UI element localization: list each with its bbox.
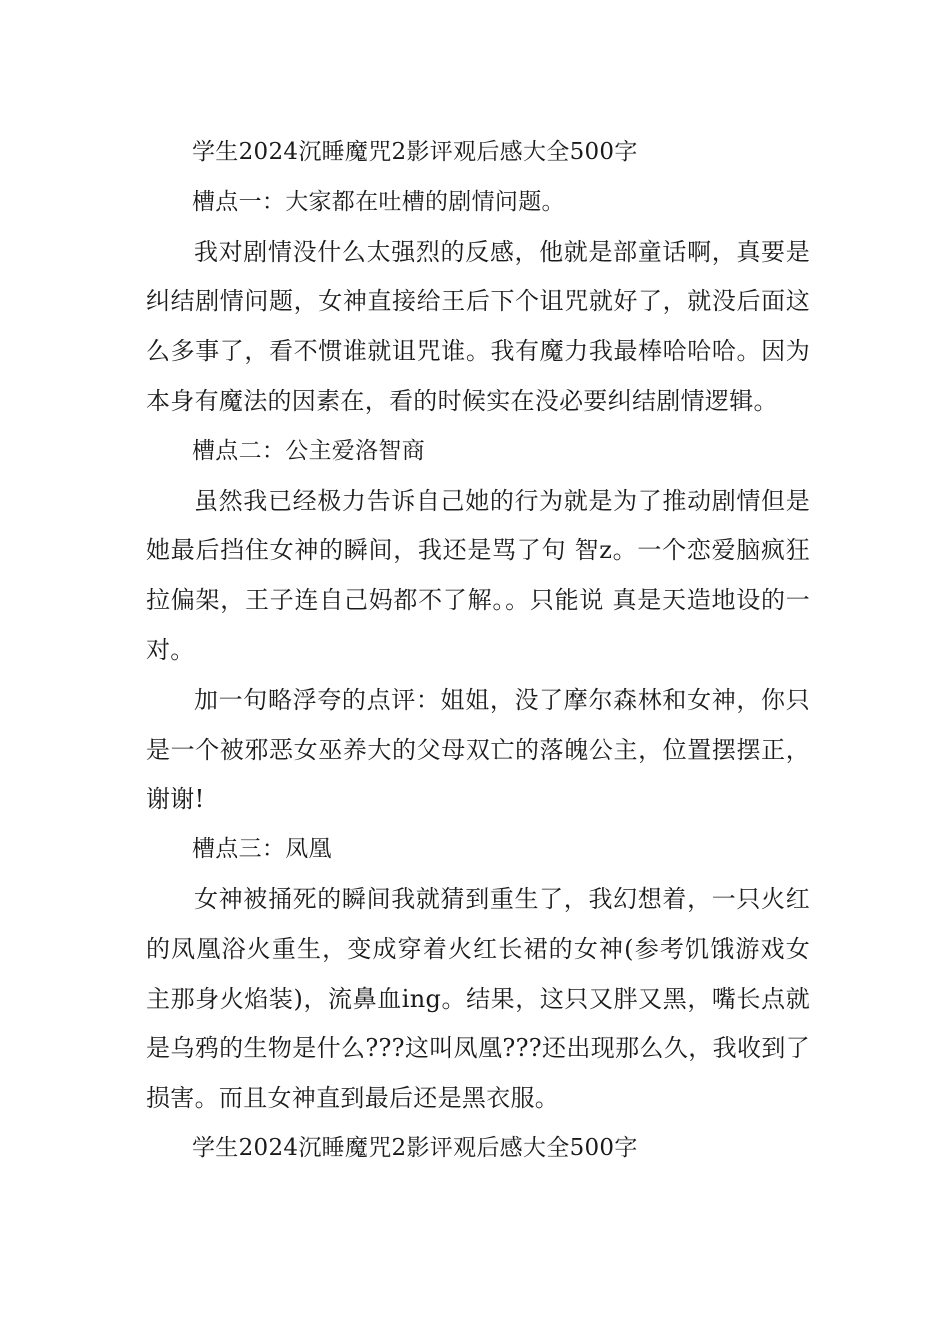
- section-heading-1: 槽点一：大家都在吐槽的剧情问题。: [192, 188, 565, 215]
- paragraph-1: 我对剧情没什么太强烈的反感，他就是部童话啊，真要是纠结剧情问题，女神直接给王后下个诅咒就好了，就没后面这么多事了，看不惯谁就诅咒谁。我有魔力我最棒哈哈哈。因为本身有魔法的因素在，看的时候实在没必要纠结剧情逻辑。: [146, 237, 810, 415]
- section-heading-2: 槽点二：公主爱洛智商: [192, 437, 425, 464]
- paragraph-3: 加一句略浮夸的点评：姐姐，没了摩尔森林和女神，你只是一个被邪恶女巫养大的父母双亡的落魄公主，位置摆摆正，谢谢!: [146, 685, 810, 814]
- section-heading-3: 槽点三：凤凰: [192, 836, 332, 863]
- paragraph-4: 女神被捅死的瞬间我就猜到重生了，我幻想着，一只火红的凤凰浴火重生，变成穿着火红长裙的女神(参考饥饿游戏女主那身火焰装)，流鼻血ing。结果，这只又胖又黑，嘴长点就是乌鸦的生物是什么???这叫凤凰???还出现那么久，我收到了损害。而且女神直到最后还是黑衣服。: [146, 884, 810, 1113]
- paragraph-2: 虽然我已经极力告诉自己她的行为就是为了推动剧情但是她最后挡住女神的瞬间，我还是骂了句 智z。一个恋爱脑疯狂拉偏架，王子连自己妈都不了解。。只能说 真是天造地设的一对。: [146, 486, 810, 664]
- document-title: 学生2024沉睡魔咒2影评观后感大全500字: [192, 139, 638, 165]
- document-body: [146, 128, 810, 1174]
- repeated-title: 学生2024沉睡魔咒2影评观后感大全500字: [192, 1134, 638, 1161]
